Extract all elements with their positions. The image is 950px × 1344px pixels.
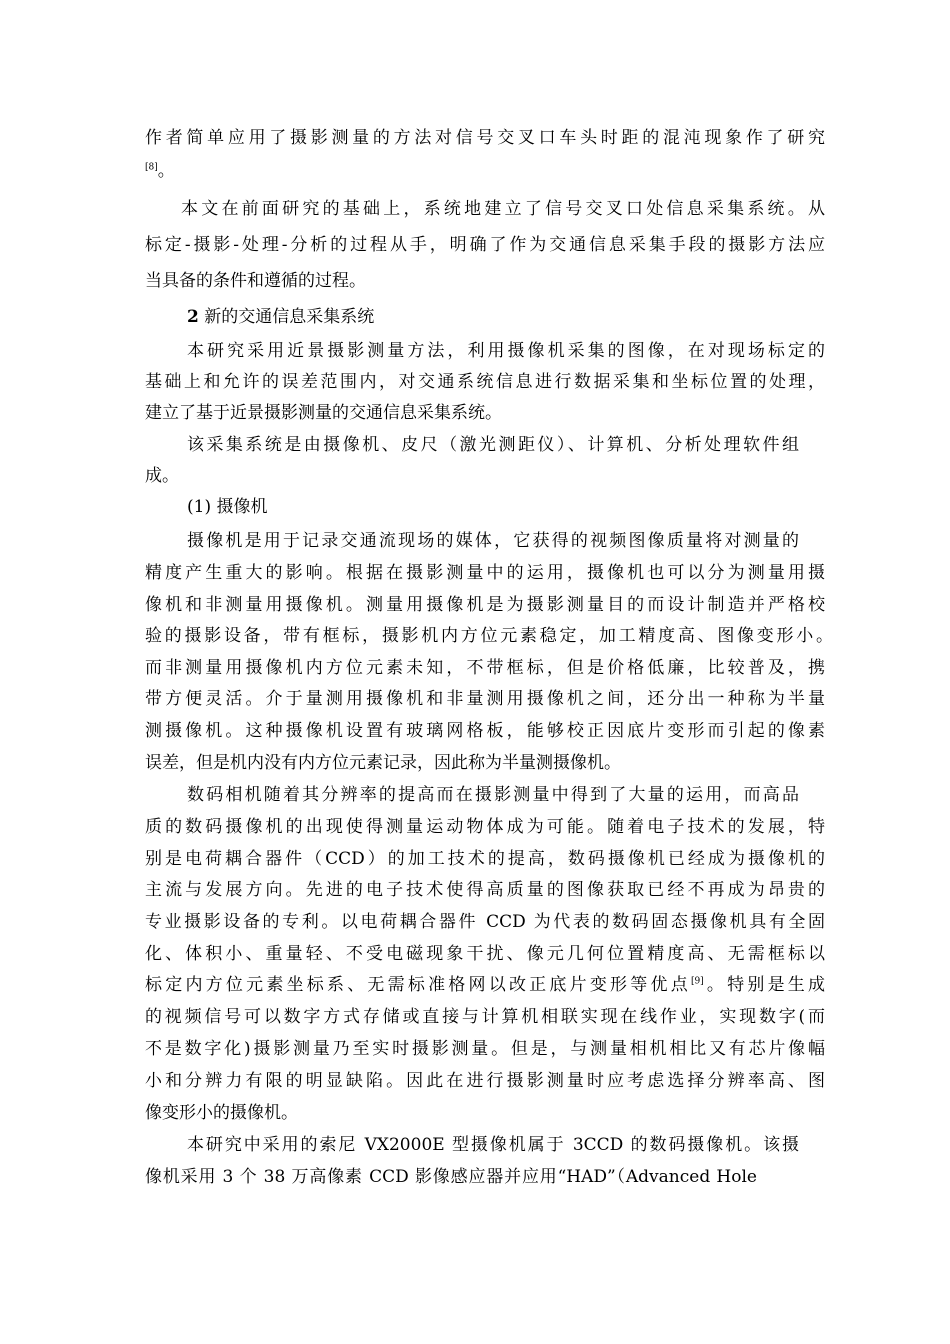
- body-text-line: 主流与发展方向。先进的电子技术使得高质量的图像获取已经不再成为昂贵的: [145, 880, 825, 900]
- body-text-line: 标定内方位元素坐标系、无需标准格网以改正底片变形等优点[9]。特别是生成: [145, 975, 826, 995]
- paragraph-start: 摄像机是用于记录交通流现场的媒体，它获得的视频图像质量将对测量的: [187, 531, 799, 551]
- section-number: 2: [187, 307, 199, 327]
- body-text-line: 成。: [145, 466, 179, 486]
- citation-ref: [9]: [690, 976, 704, 987]
- paragraph-start: 本研究采用近景摄影测量方法，利用摄像机采集的图像，在对现场标定的: [187, 341, 825, 361]
- paragraph-start: 数码相机随着其分辨率的提高而在摄影测量中得到了大量的运用，而高品: [187, 785, 799, 805]
- body-text-line: 测摄像机。这种摄像机设置有玻璃网格板，能够校正因底片变形而引起的像素: [145, 721, 825, 741]
- body-text-line: 专业摄影设备的专利。以电荷耦合器件 CCD 为代表的数码固态摄像机具有全固: [145, 912, 825, 932]
- body-text-line: 误差，但是机内没有内方位元素记录，因此称为半量测摄像机。: [145, 753, 621, 773]
- body-text-line: 的视频信号可以数字方式存储或直接与计算机相联实现在线作业，实现数字(而: [145, 1007, 825, 1027]
- body-text-line: 化、体积小、重量轻、不受电磁现象干扰、像元几何位置精度高、无需框标以: [145, 944, 825, 964]
- section-title: 新的交通信息采集系统: [198, 307, 375, 327]
- body-text-line: 精度产生重大的影响。根据在摄影测量中的运用，摄像机也可以分为测量用摄: [145, 563, 825, 583]
- citation-line: [8]。: [145, 161, 175, 181]
- subsection-heading: (1) 摄像机: [187, 497, 268, 517]
- body-text-line: 而非测量用摄像机内方位元素未知，不带框标，但是价格低廉，比较普及，携: [145, 658, 825, 678]
- body-text-line: 标定-摄影-处理-分析的过程从手，明确了作为交通信息采集手段的摄影方法应: [145, 235, 825, 255]
- body-text-line: 像机和非测量用摄像机。测量用摄像机是为摄影测量目的而设计制造并严格校: [145, 595, 825, 615]
- citation-ref: [8]: [145, 162, 158, 173]
- body-text-line: 验的摄影设备，带有框标，摄影机内方位元素稳定，加工精度高、图像变形小。: [145, 626, 833, 646]
- paragraph-start: 本文在前面研究的基础上，系统地建立了信号交叉口处信息采集系统。从: [181, 199, 825, 219]
- body-text-line: 建立了基于近景摄影测量的交通信息采集系统。: [145, 403, 502, 423]
- body-text-line: 像机采用 3 个 38 万高像素 CCD 影像感应器并应用“HAD”（Advanced Hole: [145, 1167, 757, 1187]
- paragraph-start: 该采集系统是由摄像机、皮尺（激光测距仪）、计算机、分析处理软件组: [187, 435, 799, 455]
- body-text-line: 像变形小的摄像机。: [145, 1103, 298, 1123]
- body-text-line: 别是电荷耦合器件（CCD）的加工技术的提高，数码摄像机已经成为摄像机的: [145, 849, 825, 869]
- body-text-line: 带方便灵活。介于量测用摄像机和非量测用摄像机之间，还分出一种称为半量: [145, 689, 825, 709]
- body-text-line: 当具备的条件和遵循的过程。: [145, 271, 366, 291]
- body-text-line: 小和分辨力有限的明显缺陷。因此在进行摄影测量时应考虑选择分辨率高、图: [145, 1071, 825, 1091]
- body-text-line: 不是数字化)摄影测量乃至实时摄影测量。但是，与测量相机相比又有芯片像幅: [145, 1039, 825, 1059]
- body-text-line: 作者简单应用了摄影测量的方法对信号交叉口车头时距的混沌现象作了研究: [145, 128, 825, 148]
- body-text-line: 基础上和允许的误差范围内，对交通系统信息进行数据采集和坐标位置的处理，: [145, 372, 825, 392]
- paragraph-start: 本研究中采用的索尼 VX2000E 型摄像机属于 3CCD 的数码摄像机。该摄: [187, 1135, 799, 1155]
- body-text-line: 质的数码摄像机的出现使得测量运动物体成为可能。随着电子技术的发展，特: [145, 817, 825, 837]
- section-heading: [187, 306, 587, 328]
